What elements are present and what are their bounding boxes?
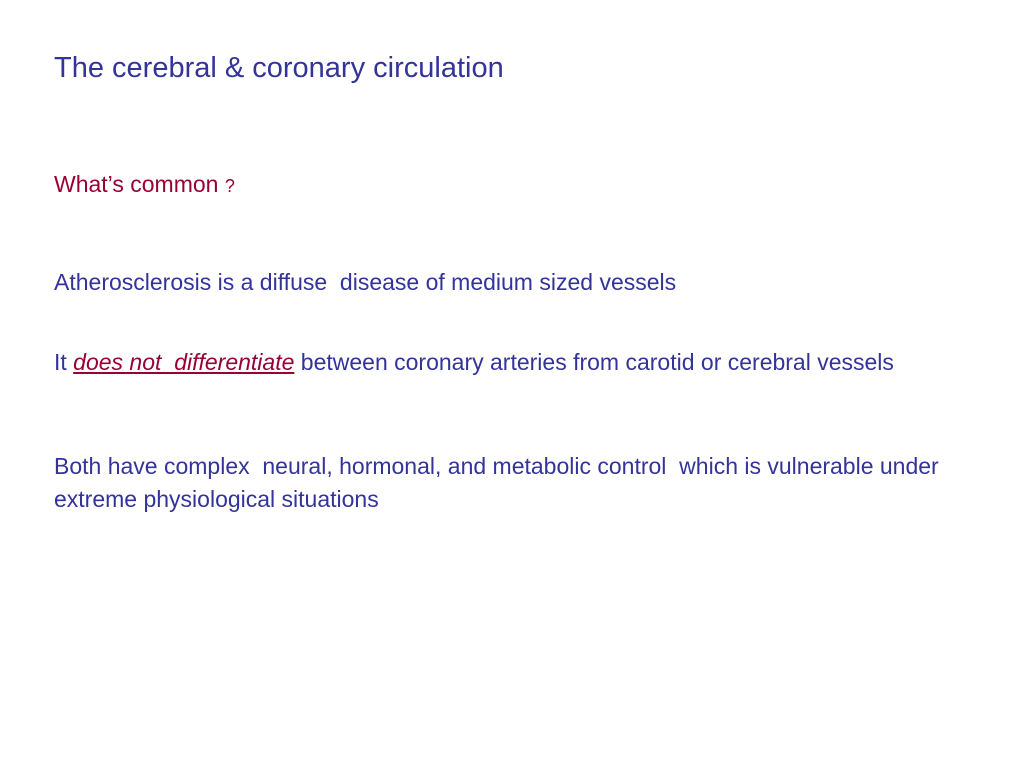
question-mark: ? <box>224 176 235 196</box>
slide-title: The cerebral & coronary circulation <box>54 52 504 84</box>
question-heading <box>54 171 235 198</box>
paragraph-differentiation <box>54 346 954 379</box>
emphasis-does-not-differentiate: does not differentiate <box>73 349 295 375</box>
paragraph-control: Both have complex neural, hormonal, and metabolic control which is vulnerable under extreme physiological situations <box>54 453 946 512</box>
paragraph-rest: between coronary arteries from carotid or cerebral vessels <box>294 349 894 375</box>
paragraph-lead: It <box>54 349 74 375</box>
question-text: What’s common <box>54 171 225 197</box>
paragraph-atherosclerosis: Atherosclerosis is a diffuse disease of medium sized vessels <box>54 269 677 295</box>
